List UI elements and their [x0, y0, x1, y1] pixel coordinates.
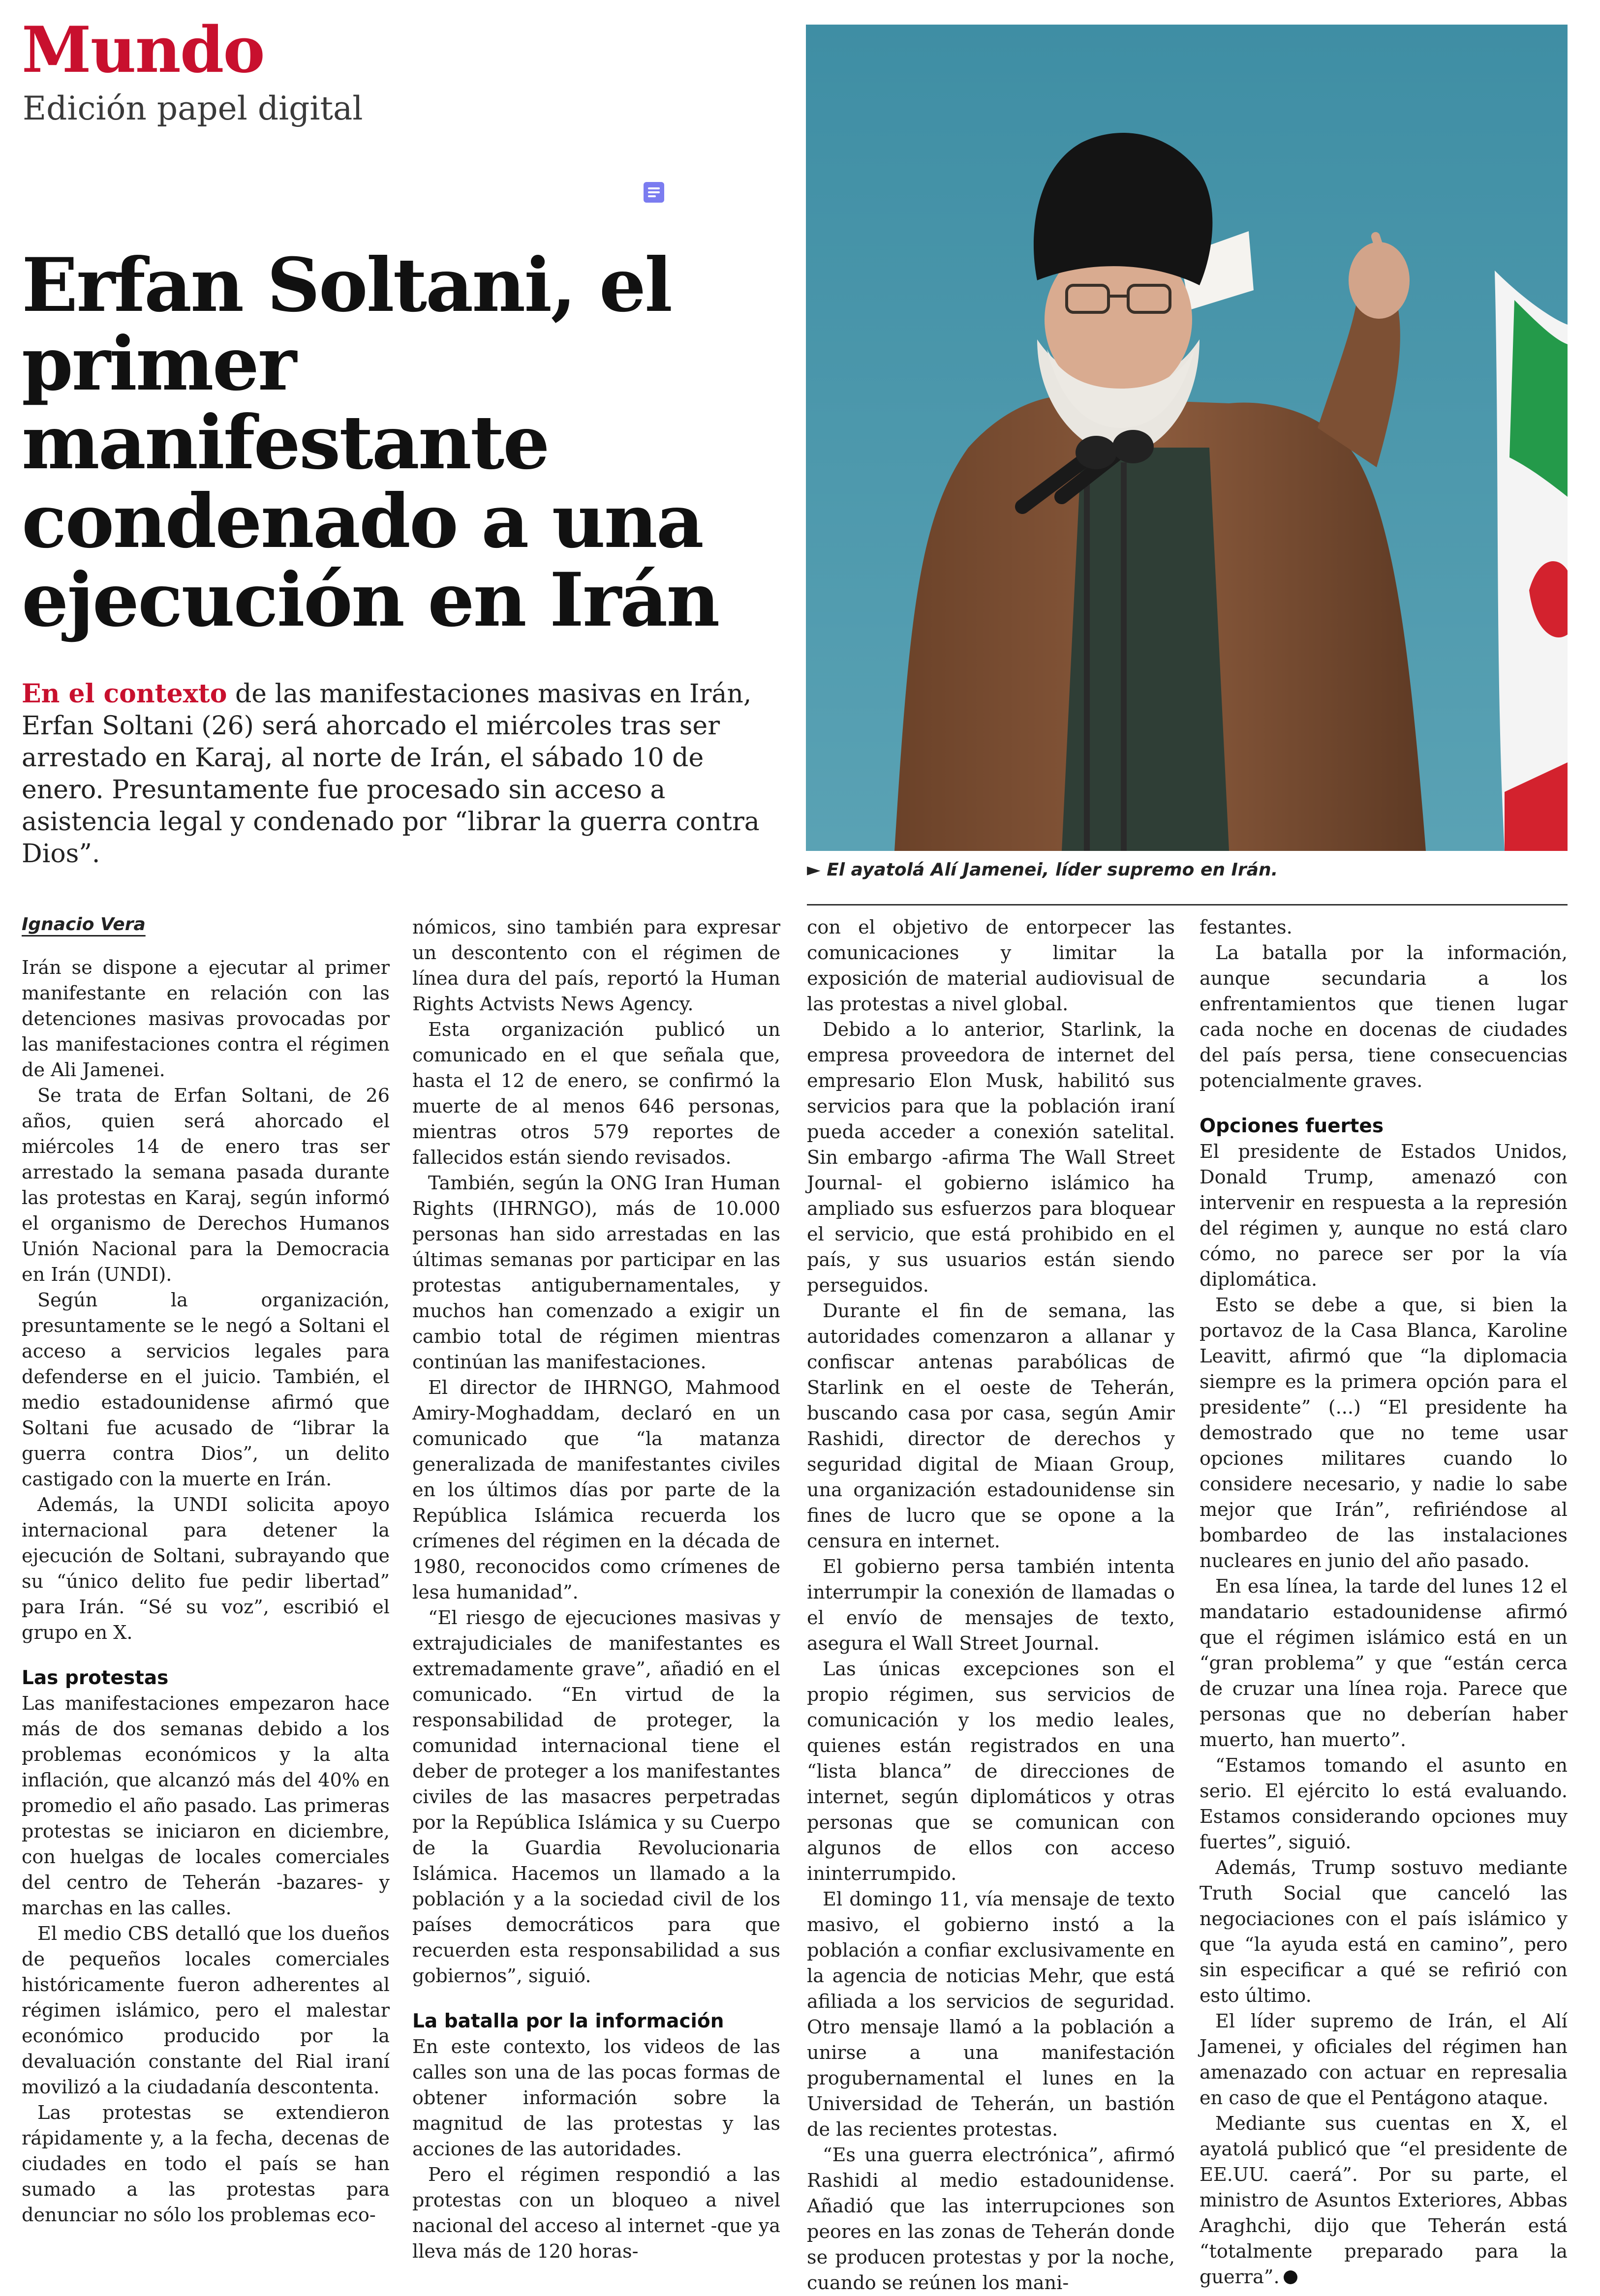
paragraph: “El riesgo de ejecuciones masivas y extrajudiciales de manifestantes es extremadamente grave”, añadió en el comunicado. “En virtud de la responsabilidad de proteger, la comunidad internacional tiene el deber de proteger a los manifestantes civiles de las masacres perpetradas por la República Islámica y su Cuerpo de la Guardia Revolucionaria Islámica. Hacemos un llamado a la población y a la sociedad civil de los países democráticos para que recuerden esta responsabilidad a sus gobiernos”, siguió.: [412, 1607, 780, 1987]
paragraph: En esa línea, la tarde del lunes 12 el mandatario estadounidense afirmó que el régimen islámico está en un “gran problema” y que “están cerca de cruzar una línea roja. Parece que personas que no deberían haber muerto, han muerto”.: [1200, 1576, 1568, 1751]
subheading: Las protestas: [22, 1667, 169, 1689]
paragraph: El líder supremo de Irán, el Alí Jamenei, y oficiales del régimen han amenazado con actuar en represalia en caso de que el Pentágono ataque.: [1200, 2011, 1568, 2109]
photo-illustration: [806, 25, 1568, 851]
paragraph-text: Mediante sus cuentas en X, el ayatolá publicó que “el presidente de EE.UU. caerá”. Por su parte, el ministro de Asuntos Exteriores, Abbas Araghchi, dijo que Teherán está “totalmente preparado para la guerra”.: [1200, 2113, 1568, 2288]
last-paragraph: [1200, 2111, 1568, 2290]
dek-text: de las manifestaciones masivas en Irán, Erfan Soltani (26) será ahorcado el miércoles tras ser arrestado en Karaj, al norte de Irán, el sábado 10 de enero. Presuntamente fue procesado sin acceso a asistencia legal y condenado por “librar la guerra contra Dios”.: [22, 679, 760, 869]
paragraph: Las protestas se extendieron rápidamente y, a la fecha, decenas de ciudades en todo el país se han sumado a las protestas para denunciar no sólo los problemas eco-: [22, 2102, 390, 2226]
column-3: [807, 915, 1175, 2294]
column-1: [22, 914, 390, 2226]
paragraph: Las manifestaciones empezaron hace más de dos semanas debido a los problemas económicos y la alta inflación, que alcanzó más del 40% en promedio el año pasado. Las primeras protestas se iniciaron en diciembre, con huelgas de locales comerciales del centro de Teherán -bazares- y marchas en las calles.: [22, 1693, 390, 1919]
paragraph: El director de IHRNGO, Mahmood Amiry-Moghaddam, declaró en un comunicado que “la matanza generalizada de manifestantes civiles en los últimos días por parte de la República Islámica recuerda los crímenes del régimen en la década de 1980, reconocidos como crímenes de lesa humanidad”.: [412, 1377, 780, 1603]
paragraph: festantes.: [1200, 917, 1292, 938]
paragraph: Además, la UNDI solicita apoyo internacional para detener la ejecución de Soltani, subrayando que su “único delito fue pedir libertad” para Irán. “Sé su voz”, escribió el grupo en X.: [22, 1494, 390, 1644]
paragraph: Durante el fin de semana, las autoridades comenzaron a allanar y confiscar antenas parabólicas de Starlink en el oeste de Teherán, buscando casa por casa, según Amir Rashidi, director de derechos y seguridad digital de Miaan Group, una organización estadounidense sin fines de lucro que se opone a la censura en internet.: [807, 1300, 1175, 1552]
paragraph: También, según la ONG Iran Human Rights (IHRNGO), más de 10.000 personas han sido arrestadas en las últimas semanas por participar en las protestas antigubernamentales, y muchos han comenzado a exigir un cambio total de régimen mientras continúan las manifestaciones.: [412, 1173, 780, 1373]
column-4: [1200, 915, 1568, 2288]
article-photo: [806, 25, 1568, 851]
section-subtitle: Edición papel digital: [23, 90, 363, 127]
paragraph: Las únicas excepciones son el propio régimen, sus servicios de comunicación y los medio leales, quienes están registrados en una “lista blanca” de direcciones de internet, según diplomáticos y otras personas que se comunican con algunos de ellos con acceso ininterrumpido.: [807, 1659, 1175, 1885]
column-2: [412, 915, 780, 2263]
paragraph: Esta organización publicó un comunicado en el que señala que, hasta el 12 de enero, se confirmó la muerte de al menos 646 personas, mientras otros 579 reportes de fallecidos están siendo revisados.: [412, 1019, 780, 1169]
paragraph: El gobierno persa también intenta interrumpir la conexión de llamadas o el envío de mensajes de texto, asegura el Wall Street Journal.: [807, 1556, 1175, 1655]
article-dek: [22, 678, 789, 870]
column-divider: [807, 904, 1568, 906]
headline: Erfan Soltani, el primer manifestante condenado a una ejecución en Irán: [22, 242, 719, 643]
paragraph: “Es una guerra electrónica”, afirmó Rashidi al medio estadounidense. Añadió que las interrupciones son peores en las zonas de Teherán donde se producen protestas y por la noche, cuando se reúnen los mani-: [807, 2145, 1175, 2294]
paragraph: Se trata de Erfan Soltani, de 26 años, quien será ahorcado el miércoles 14 de enero tras ser arrestado la semana pasada durante las protestas en Karaj, según informó el organismo de Derechos Humanos Unión Nacional para la Democracia en Irán (UNDI).: [22, 1085, 390, 1286]
paragraph: “Estamos tomando el asunto en serio. El ejército lo está evaluando. Estamos considerando opciones muy fuertes”, siguió.: [1200, 1755, 1568, 1853]
paragraph: En este contexto, los videos de las calles son una de las pocas formas de obtener información sobre la magnitud de las protestas y las acciones de las autoridades.: [412, 2036, 780, 2160]
dek-lead: En el contexto: [22, 679, 227, 709]
iran-flag: [1495, 271, 1568, 851]
paragraph: Debido a lo anterior, Starlink, la empresa proveedora de internet del empresario Elon Musk, habilitó sus servicios para que la población iraní pueda acceder a conexión satelital. Sin embargo -afirma The Wall Street Journal- el gobierno islámico ha ampliado sus esfuerzos para bloquear el servicio, que está prohibido en el país, y sus usuarios están siendo perseguidos.: [807, 1019, 1175, 1297]
paragraph: Irán se dispone a ejecutar al primer manifestante en relación con las detenciones masivas provocadas por las manifestaciones contra el régimen de Ali Jamenei.: [22, 957, 390, 1081]
paragraph: Pero el régimen respondió a las protestas con un bloqueo a nivel nacional del acceso al internet -que ya lleva más de 120 horas-: [412, 2164, 780, 2263]
byline[interactable]: Ignacio Vera: [22, 914, 146, 935]
paragraph: Esto se debe a que, si bien la portavoz de la Casa Blanca, Karoline Leavitt, afirmó que “la diplomacia siempre es la primera opción para el presidente” (...) “El presidente ha demostrado que no teme usar opciones militares cuando lo considere necesario, y nadie lo sabe mejor que Irán”, refiriéndose al bombardeo de las instalaciones nucleares en junio del año pasado.: [1200, 1295, 1568, 1572]
paragraph: nómicos, sino también para expresar un descontento con el régimen de línea dura del país, reportó la Human Rights Actvists News Agency.: [412, 917, 780, 1015]
subheading: Opciones fuertes: [1200, 1115, 1384, 1137]
paragraph: El domingo 11, vía mensaje de texto masivo, el gobierno instó a la población a confiar exclusivamente en la agencia de noticias Mehr, que está afiliada a los servicios de seguridad. Otro mensaje llamó a la población a unirse a una manifestación progubernamental el lunes en la Universidad de Teherán, un bastión de las recientes protestas.: [807, 1889, 1175, 2141]
paragraph: Según la organización, presuntamente se le negó a Soltani el acceso a servicios legales para defenderse en el juicio. También, el medio estadounidense afirmó que Soltani fue acusado de “librar la guerra contra Dios”, un delito castigado con la muerte en Irán.: [22, 1290, 390, 1490]
section-title: Mundo: [22, 13, 264, 87]
end-mark-icon: [1284, 2270, 1297, 2284]
note-icon[interactable]: [644, 182, 664, 203]
paragraph: con el objetivo de entorpecer las comunicaciones y limitar la exposición de material audiovisual de las protestas a nivel global.: [807, 917, 1175, 1015]
paragraph: El medio CBS detalló que los dueños de pequeños locales comerciales históricamente fueron adherentes al régimen islámico, pero el malestar económico producido por la devaluación constante del Rial iraní movilizó a la ciudadanía descontenta.: [22, 1923, 390, 2098]
paragraph: Además, Trump sostuvo mediante Truth Social que canceló las negociaciones con el país islámico y que “la ayuda está en camino”, pero sin especificar a qué se refirió con esto último.: [1200, 1857, 1568, 2007]
paragraph: La batalla por la información, aunque secundaria a los enfrentamientos que tienen lugar cada noche en docenas de ciudades del país persa, tiene consecuencias potencialmente graves.: [1200, 942, 1568, 1092]
paragraph: El presidente de Estados Unidos, Donald Trump, amenazó con intervenir en respuesta a la represión del régimen y, aunque no está claro cómo, no parece ser por la vía diplomática.: [1200, 1141, 1568, 1291]
photo-caption: ► El ayatolá Alí Jamenei, líder supremo en Irán.: [807, 860, 1278, 880]
subheading: La batalla por la información: [412, 2010, 724, 2032]
